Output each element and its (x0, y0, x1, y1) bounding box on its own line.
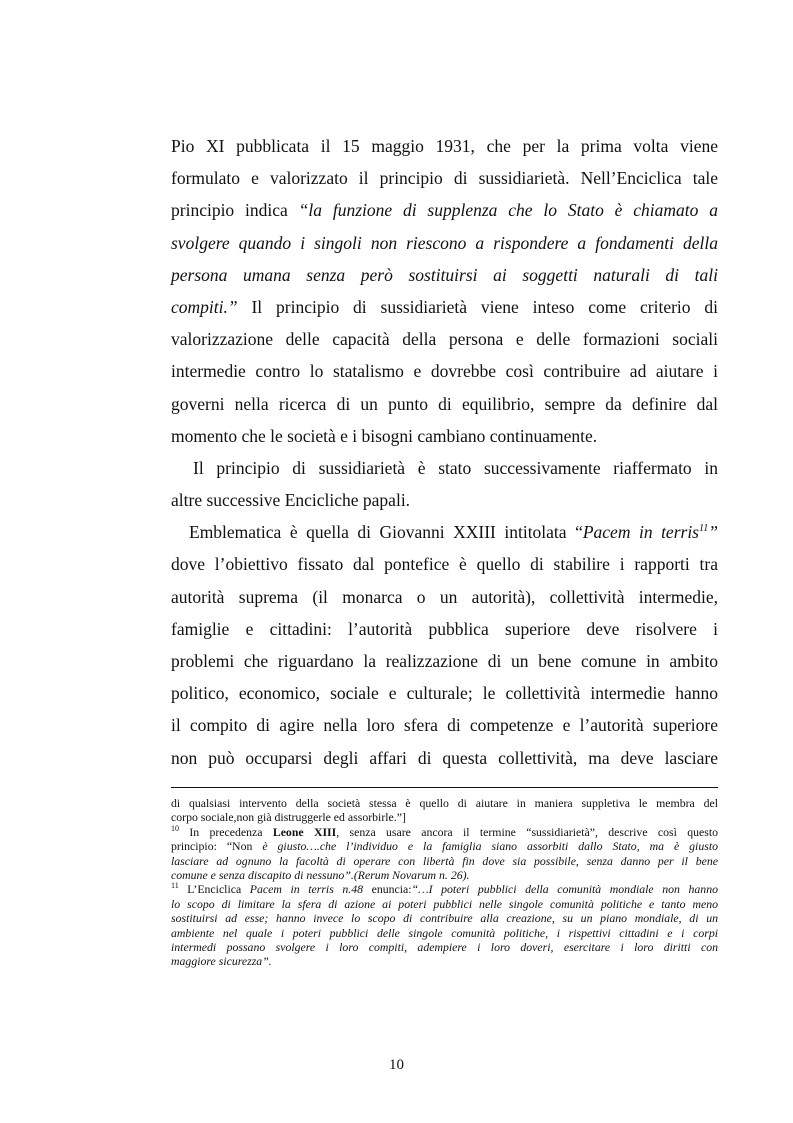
text-run: Emblematica è quella di Giovanni XXIII intitolata “ (189, 522, 583, 543)
footnote-11: $^{11}$ L’Enciclica Pacem in terris n.48 enuncia:“…I poteri pubblici della comunità mondiale non hanno (171, 881, 718, 897)
footnote-10: $^{10}$ In precedenza Leone XIII, senza usare ancora il termine “sussidiarietà”, descrive così questo (171, 823, 719, 839)
footnotes (171, 796, 718, 969)
text-line: Il principio di sussidiarietà è stato successivamente riaffermato in (193, 457, 718, 478)
text-line: formulato e valorizzato il principio di sussidiarietà. Nell’Enciclica tale (171, 168, 718, 189)
footnote-number: 11 (171, 881, 179, 891)
quote-italic: “la funzione di supplenza che lo Stato è chiamato a (298, 200, 718, 221)
text-line: autorità suprema (il monarca o un autorità), collettività intermedie, (171, 586, 718, 607)
text-run: Il principio di sussidiarietà viene inteso come criterio di (251, 296, 718, 317)
footnote-line: lasciare ad ognuno la facoltà di operare con libertà fin dove sia possibile, senza danno per il bene (171, 853, 718, 868)
text-line: momento che le società e i bisogni cambiano continuamente. (171, 425, 598, 446)
quote-italic: compiti.” (171, 296, 238, 317)
text-line (171, 291, 718, 323)
text-line: il compito di agire nella loro sfera di competenze e l’autorità superiore (171, 715, 718, 736)
encyclical-title: Pacem in terris (582, 522, 699, 543)
pope-name: Leone XIII (272, 824, 337, 839)
quote-italic: persona umana senza però sostituirsi ai soggetti naturali di tali (171, 264, 718, 285)
footnote-ref-11: 11 (699, 523, 709, 535)
text-run: ” (708, 522, 718, 543)
main-text (171, 130, 718, 774)
footnote-line: ambiente nel quale i poteri pubblici delle singole comunità politiche, i rispettivi cittadini e i corpi (171, 925, 718, 940)
text-line: dove l’obiettivo fissato dal pontefice è quello di stabilire i rapporti tra (171, 554, 718, 575)
footnote-line: di qualsiasi intervento della società stessa è quello di aiutare in maniera suppletiva le membra del (171, 796, 718, 810)
text-line: non può occuparsi degli affari di questa collettività, ma deve lasciare (171, 747, 718, 768)
footnote-line: intermedi possano svolgere i loro compiti, adempiere i loro doveri, esercitare i loro diritti con (171, 939, 718, 954)
footnote-line: sostituirsi ad esse; hanno invece lo scopo di contribuire alla creazione, su un piano mondiale, di un (171, 911, 718, 926)
footnote-line: principio: “Non è giusto….che l’individuo e la famiglia siano assorbiti dallo Stato, ma è giusto (171, 839, 719, 854)
footnote-line: comune e senza discapito di nessuno”.(Rerum Novarum n. 26). (171, 867, 470, 882)
text-line: problemi che riguardano la realizzazione di un bene comune in ambito (171, 651, 718, 671)
text-run: principio indica (171, 200, 288, 221)
text-line (171, 259, 718, 291)
footnote-line: lo scopo di limitare la sfera di azione ai poteri pubblici nelle singole comunità politiche e tanto meno (171, 896, 718, 911)
text-line: altre successive Encicliche papali. (171, 490, 411, 511)
page-number: 10 (389, 1057, 404, 1073)
footnote-number: 10 (171, 823, 179, 833)
text-line (171, 227, 718, 259)
quote-italic: svolgere quando i singoli non riescono a rispondere a fondamenti della (171, 232, 718, 253)
footnote-divider (171, 787, 718, 788)
text-line: governi nella ricerca di un punto di equilibrio, sempre da definire dal (171, 393, 718, 414)
text-line: valorizzazione delle capacità della persona e delle formazioni sociali (171, 329, 718, 350)
text-line: intermedie contro lo statalismo e dovrebbe così contribuire ad aiutare i (171, 361, 718, 382)
text-line: politico, economico, sociale e culturale; le collettività intermedie hanno (171, 683, 718, 704)
text-line: Pio XI pubblicata il 15 maggio 1931, che per la prima volta viene (171, 136, 718, 156)
footnote-line: maggiore sicurezza”. (171, 954, 272, 969)
text-line (171, 194, 718, 226)
text-line (171, 516, 718, 548)
footnote-line: corpo sociale,non già distruggerle ed assorbirle.”] (171, 810, 406, 825)
text-line: famiglie e cittadini: l’autorità pubblica superiore deve risolvere i (171, 618, 718, 639)
